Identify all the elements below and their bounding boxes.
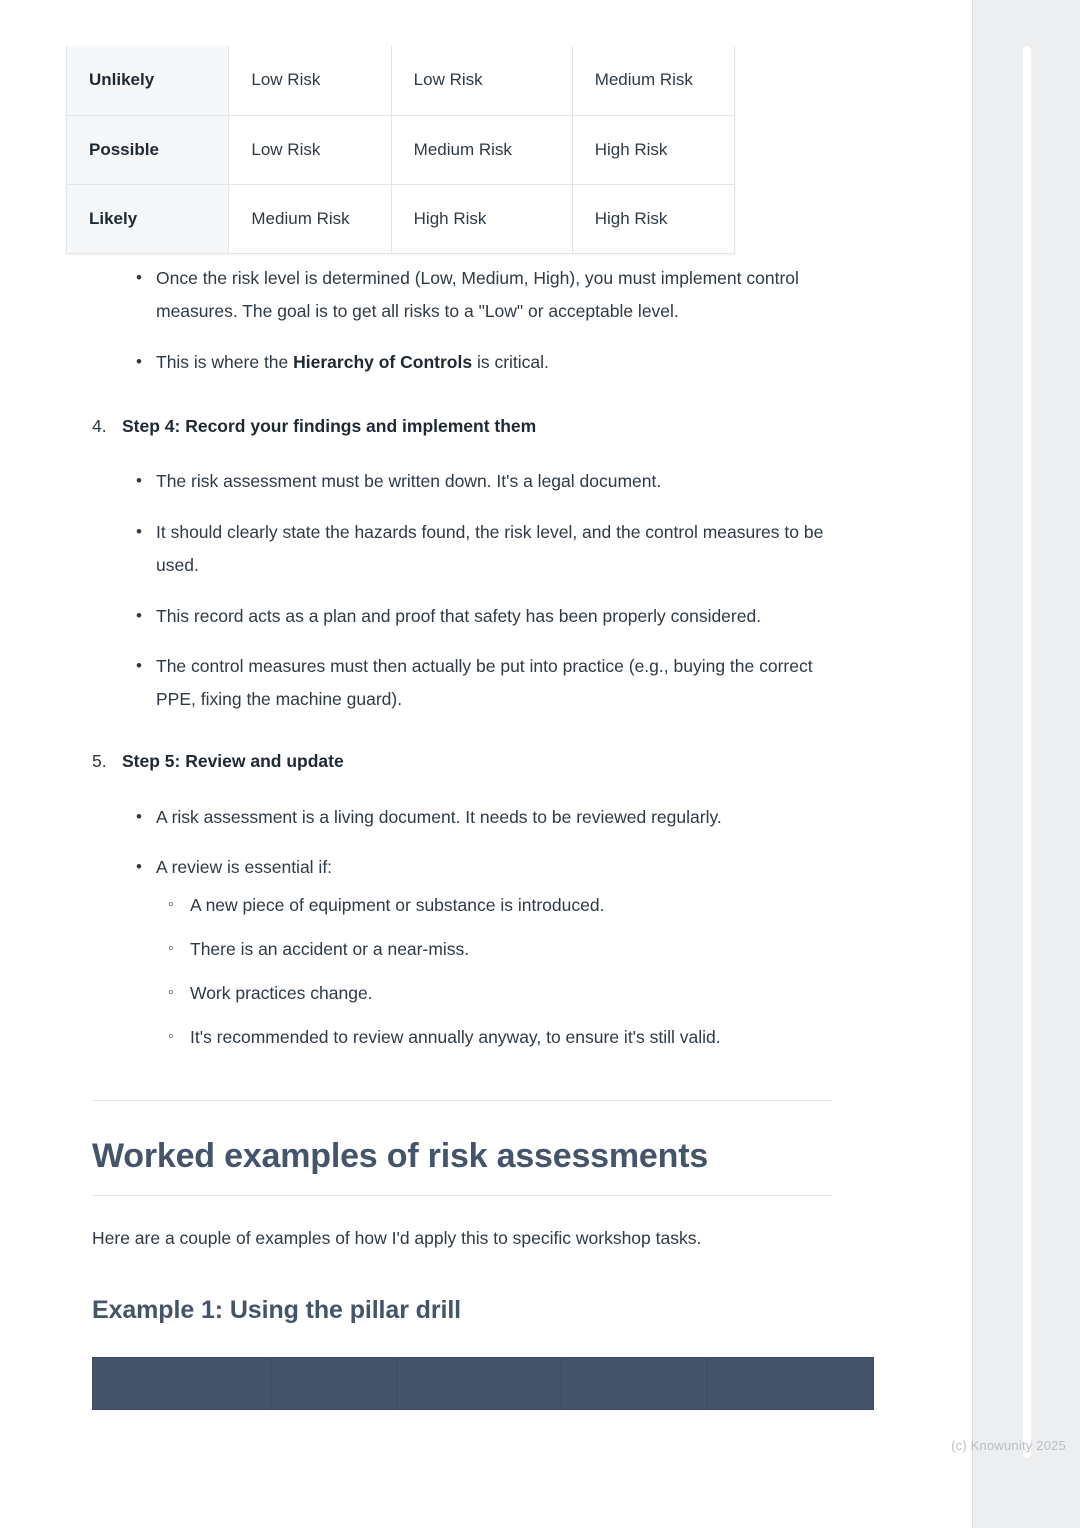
watermark-text: (c) Knowunity 2025 <box>951 1438 1066 1453</box>
matrix-cell-unlikely-1: Low Risk <box>229 46 391 115</box>
example-table-header-4 <box>562 1357 708 1409</box>
step-4-title: Step 4: Record your findings and implement them <box>122 415 537 436</box>
example-table-header-5 <box>708 1357 874 1409</box>
example-1-table <box>92 1357 874 1410</box>
list-item: ◦ It's recommended to review annually anyway, to ensure it's still valid. <box>156 1022 832 1054</box>
document-content <box>92 262 832 1410</box>
matrix-cell-unlikely-3: Medium Risk <box>572 46 734 115</box>
matrix-cell-unlikely-2: Low Risk <box>391 46 572 115</box>
list-item: ◦ A new piece of equipment or substance is introduced. <box>156 890 832 922</box>
list-item: • A risk assessment is a living document. It needs to be reviewed regularly. <box>92 801 832 834</box>
bullet-prefix: This is where the <box>156 351 294 372</box>
list-item: • It should clearly state the hazards found, the risk level, and the control measures to be used. <box>92 516 832 582</box>
matrix-cell-possible-1: Low Risk <box>229 115 391 184</box>
page-title: Worked examples of risk assessments <box>92 1135 832 1197</box>
matrix-likelihood-likely: Likely <box>67 184 229 253</box>
list-item <box>92 851 832 1053</box>
step-5-heading <box>92 748 832 774</box>
matrix-likelihood-unlikely: Unlikely <box>67 46 229 115</box>
bullet-suffix: is critical. <box>472 351 549 372</box>
example-table-header-2 <box>270 1357 396 1409</box>
list-item: • The risk assessment must be written down. It's a legal document. <box>92 465 832 498</box>
table-row <box>67 46 735 115</box>
risk-matrix-table <box>66 46 735 254</box>
table-row <box>67 184 735 253</box>
example-table-header-1 <box>93 1357 271 1409</box>
step-5-bullet-list <box>92 801 832 1054</box>
list-item: ◦ There is an accident or a near-miss. <box>156 934 832 966</box>
example-1-title: Example 1: Using the pillar drill <box>92 1295 462 1324</box>
list-item: • The control measures must then actually be put into practice (e.g., buying the correct PPE, fixing the machine guard). <box>92 650 832 716</box>
step-5-number: 5. <box>92 751 107 772</box>
step-4-number: 4. <box>92 415 107 436</box>
scrollbar-thumb[interactable] <box>1023 46 1031 1458</box>
matrix-cell-likely-3: High Risk <box>572 184 734 253</box>
matrix-cell-possible-3: High Risk <box>572 115 734 184</box>
matrix-cell-likely-2: High Risk <box>391 184 572 253</box>
list-item <box>92 346 832 379</box>
section-divider <box>92 1100 832 1101</box>
list-item: ◦ Work practices change. <box>156 978 832 1010</box>
matrix-cell-likely-1: Medium Risk <box>229 184 391 253</box>
intro-bullet-list <box>92 262 832 379</box>
list-item: • Once the risk level is determined (Low, Medium, High), you must implement control measures. The goal is to get all risks to a "Low" or acceptable level. <box>92 262 832 328</box>
review-essential-label: A review is essential if: <box>156 857 333 878</box>
example-table-header-3 <box>396 1357 562 1409</box>
matrix-cell-possible-2: Medium Risk <box>391 115 572 184</box>
step-4-heading <box>92 413 832 439</box>
step-5-sub-bullet-list <box>156 890 832 1053</box>
section-lead-text: Here are a couple of examples of how I'd apply this to specific workshop tasks. <box>92 1228 702 1249</box>
table-header-row <box>93 1357 874 1409</box>
table-row <box>67 115 735 184</box>
step-5-title: Step 5: Review and update <box>122 751 344 772</box>
scrollbar-gutter[interactable] <box>972 0 1080 1528</box>
hierarchy-of-controls-emphasis: Hierarchy of Controls <box>293 351 473 372</box>
list-item: • This record acts as a plan and proof that safety has been properly considered. <box>92 600 832 633</box>
step-4-bullet-list <box>92 465 832 716</box>
matrix-likelihood-possible: Possible <box>67 115 229 184</box>
